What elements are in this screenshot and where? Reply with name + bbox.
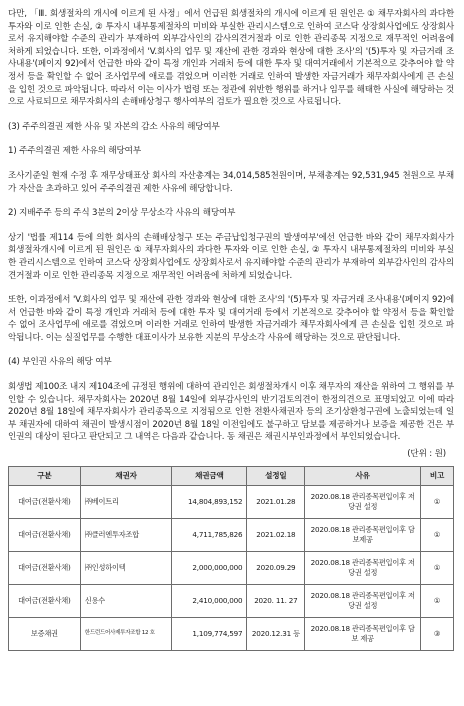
cell-date: 2020. 11. 27 xyxy=(247,584,305,617)
cell-creditor: ㈜베이트리 xyxy=(80,485,172,518)
section-3-sub-1-paragraph: 조사기준일 현재 수정 후 재무상태표상 회사의 자산총계는 34,014,585천원이며, 부채총계는 92,531,945 천원으로 부채가 자산을 초과하고 있어 주주의결권 제한 사유에 해당합니다. xyxy=(8,170,454,194)
table-row xyxy=(9,617,454,650)
cell-amount: 14,804,893,152 xyxy=(172,485,247,518)
table-row xyxy=(9,485,454,518)
cell-type: 대여금(전환사채) xyxy=(9,518,81,551)
header-amount: 채권금액 xyxy=(172,466,247,485)
section-3-heading: (3) 주주의결권 제한 사유 및 자본의 감소 사유의 해당여부 xyxy=(8,121,220,132)
cell-date: 2021.01.28 xyxy=(247,485,305,518)
cell-creditor: 한드런드어사제투자조합 12 호 xyxy=(80,617,172,650)
header-type: 구분 xyxy=(9,466,81,485)
table-header-row xyxy=(9,466,454,485)
cell-date: 2021.02.18 xyxy=(247,518,305,551)
intro-paragraph: 다만, 「Ⅲ. 회생절차의 개시에 이르게 된 사정」에서 언급된 회생절차의 개시에 이르게 된 원인은 ① 채무자회사의 과다한 투자와 이로 인한 손실, ② 투자시 내부통제절차의 미비와 부실한 관리시스템으로 인하여 코스닥 상장회사업에도 상장회사로서 유지해야할 수준의 관리가 부재하여 외부감사인의 감사의견거절과 이로 인한 관리종목 지정으로 재무적인 어려움에 처하게 되었습니다. 또한, 이과정에서 'V.회사의 업무 및 재산에 관한 경과와 현상에 대한 조사'의 '(5)투자 및 자금거래 조사내용'(페이지 92)에서 언급한 바와 같이 특정 개인과 거래처 등에 대한 투자 및 대여거래에서 기본적으로 갖추어야 할 약정서 등을 확인할 수 없어 조사업무에 애로를 겪었으며 이러한 거래로 인하여 발생한 자금거래가 채무자회사에게 큰 손실을 입힌 것으로 파악됩니다. 따라서 이는 이사가 법령 또는 정관에 위반한 행위를 하거나 임무를 해태한 사실에 해당하는 것으로 사료되므로 채무자회사의 손해배상청구 행사여부의 검토가 필요한 것으로 사료됩니다. xyxy=(8,9,454,108)
cell-amount: 1,109,774,597 xyxy=(172,617,247,650)
cell-reason: 2020.08.18 관리종목편입이후 저당권 설정 xyxy=(305,551,421,584)
cell-type: 대여금(전환사채) xyxy=(9,584,81,617)
cell-note: ① xyxy=(421,518,454,551)
header-date: 설정일 xyxy=(247,466,305,485)
table-row xyxy=(9,551,454,584)
cell-type: 대여금(전환사채) xyxy=(9,485,81,518)
cell-amount: 4,711,785,826 xyxy=(172,518,247,551)
cell-amount: 2,000,000,000 xyxy=(172,551,247,584)
cell-type: 보증채권 xyxy=(9,617,81,650)
cell-reason: 2020.08.18 관리종목편입이후 담보제공 xyxy=(305,518,421,551)
cell-note: ① xyxy=(421,485,454,518)
header-note: 비고 xyxy=(421,466,454,485)
cell-reason: 2020.08.18 관리종목편입이후 저당권 설정 xyxy=(305,584,421,617)
section-3-sub-2-paragraph-2: 또한, 이과정에서 'V.회사의 업무 및 재산에 관한 경과와 현상에 대한 조사'의 '(5)투자 및 자금거래 조사내용'(페이지 92)에서 언급한 바와 같이 특정 개인과 거래처 등에 대한 투자 및 대여거래 등에서 기본적으로 갖추어야 할 약정서 등을 확인할 수 없어 조사업무에 애로를 겪었으며 이러한 거래로 인하여 발생한 자금거래가 채무자회사에게 큰 손실을 입힌 것으로 파악됩니다. 이는 실질업무를 수행한 대표이사가 보유한 지분의 무상소각 사유에 해당하는 것으로 판단됩니다. xyxy=(8,295,454,343)
cell-note: ③ xyxy=(421,617,454,650)
cell-reason: 2020.08.18 관리종목편입이후 담보 제공 xyxy=(305,617,421,650)
header-reason: 사유 xyxy=(305,466,421,485)
table-row xyxy=(9,584,454,617)
cell-note: ① xyxy=(421,584,454,617)
cell-type: 대여금(전환사채) xyxy=(9,551,81,584)
cell-date: 2020.12.31 등 xyxy=(247,617,305,650)
section-4-heading: (4) 부인권 사유의 해당 여부 xyxy=(8,357,112,368)
section-3-sub-2-heading: 2) 지배주주 등의 주식 3분의 2이상 무상소각 사유의 해당여부 xyxy=(8,208,236,219)
cell-amount: 2,410,000,000 xyxy=(172,584,247,617)
cell-reason: 2020.08.18 관리종목편입이후 저당권 설정 xyxy=(305,485,421,518)
section-3-sub-2-paragraph-1: 상기 '법률 제114 등에 의한 회사의 손해배상청구 또는 주금납입청구권의 발생여부'에선 언급한 바와 같이 채무자회사가 회생절차개시에 이르게 된 원인은 ① 채무자회사의 과다한 투자와 이로 인한 손실, ② 투자시 내부통제절차의 미비와 부실한 관리시스템으로 인하여 코스닥 상장회사업에도 상장회사로서 유지해야할 수준의 관리가 부재하여 외부감사인의 감사의견거절과 이로 인한 관리종목 지정으로 재무적인 어려움에 처하게 되었습니다. xyxy=(8,232,454,281)
cell-creditor: ㈜인성하이텍 xyxy=(80,551,172,584)
unit-label: (단위 : 원) xyxy=(407,449,446,460)
table-row xyxy=(9,518,454,551)
cell-creditor: ㈜클러엔투자조합 xyxy=(80,518,172,551)
section-4-paragraph: 회생법 제100조 내지 제104조에 규정된 행위에 대하여 관리인은 회생절차개시 이후 채무자의 재산을 위하여 그 행위를 부인할 수 있습니다. 채무자회사는 2020년 8월 14일에 외부감사인의 반기검토의견이 한정의견으로 표명되었고 이에 따라 2020년 8월 18일에 채무자회사가 관리종목으로 지정됨으로 인한 전환사채권자 등의 조기상환청구권에 노출되었는데 일부 채권자에 대하여 채권이 발생시점이 2020년 8월 18일 이전임에도 불구하고 담보를 제공하거나 보증을 제공한 건은 부인권의 대상이 된다고 판단되고 그 내역은 다음과 같습니다. 동 채권은 채권시부인과정에서 부인되었습니다. xyxy=(8,382,454,443)
cell-creditor: 신용수 xyxy=(80,584,172,617)
cell-date: 2020.09.29 xyxy=(247,551,305,584)
header-creditor: 채권자 xyxy=(80,466,172,485)
debt-table xyxy=(8,466,454,651)
cell-note: ① xyxy=(421,551,454,584)
section-3-sub-1-heading: 1) 주주의결권 제한 사유의 해당여부 xyxy=(8,146,141,157)
